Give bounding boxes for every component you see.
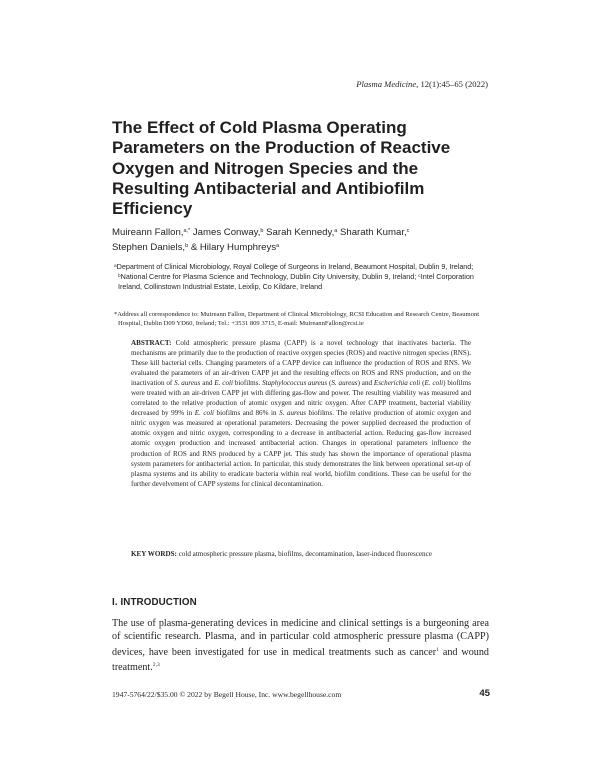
abstract-label: ABSTRACT: [131, 339, 172, 347]
affil-mark: a [114, 264, 117, 269]
author-name: & Hilary Humphreys [190, 241, 277, 253]
author-affil-mark: a [276, 242, 280, 249]
article-title: The Effect of Cold Plasma Operating Parameters on the Production of Reactive Oxygen and Nitrogen Species and the Resulting Antibacterial and Antibiofilm Efficiency [112, 118, 451, 219]
author-name: Stephen Daniels, [112, 241, 186, 253]
author-affil-mark: c [406, 228, 410, 234]
author-name: Sarah Kennedy, [266, 227, 335, 238]
keywords-label: KEY WORDS: [131, 550, 177, 558]
affiliation-a: Department of Clinical Microbiology, Royal College of Surgeons in Ireland, Beaumont Hospital, Dublin 9, Ireland; [116, 262, 474, 271]
author-name: James Conway, [192, 227, 261, 238]
author-affil-mark: a [334, 228, 338, 234]
introduction-paragraph: The use of plasma-generating devices in medicine and clinical settings is a burgeoning area of scientific research. Plasma, and in particular cold atmospheric pressure plasma (CAPP) devices, have been investigated for use in medical treatments such as cancer$^1$ and wound treatment.$^{2,3}$ [112, 618, 489, 674]
page-number: 45 [479, 688, 490, 699]
affiliation-c: Intel Corporation Ireland, Collinstown Industrial Estate, Leixlip, Co Kildare, Ireland [118, 272, 474, 292]
author-name: Sharath Kumar, [339, 227, 407, 238]
keywords [131, 549, 471, 559]
abstract: ABSTRACT: Cold atmospheric pressure plasma (CAPP) is a novel technology that inactivates bacteria. The mechanisms are primarily due to the production of reactive oxygen species (ROS) and reactive nitrogen species (RNS). These kill bacterial cells. Changing parameters of a CAPP device can influence the production of ROS and RNS. We evaluated the parameters of an air-driven CAPP jet and the resulting effects on ROS and RNS production, and on the inactivation of S. aureus and E. coli biofilms. Staphylococcus aureus (S. aureus) and Escherichia coli (E. coli) biofilms were treated with an air-driven CAPP jet with differing gas-flow and power. The resulting viability was measured and correlated to the relative production of atomic oxygen and nitric oxygen. After CAPP treatment, bacterial viability decreased by 99% in E. coli biofilms and 86% in S. aureus biofilms. The relative production of atomic oxygen and nitric oxygen was measured at operational parameters. Decreasing the power supplied decreased the production of atomic oxygen and nitric oxygen, corresponding to a decrease in antibacterial action. Reducing gas-flow increased atomic oxygen production and increased antibacterial action. Changes in operational parameters influence the production of ROS and RNS produced by a CAPP jet. This study has shown the importance of operational plasma system parameters for antibacterial action. In particular, this study demonstrates the link between operational set-up of plasma systems and its ability to eradicate bacteria within real world, biofilm conditions. These can be useful for the further develvement of CAPP systems for clinical decontamination. [131, 339, 472, 488]
author-list [112, 225, 482, 254]
affil-mark: b [118, 274, 121, 280]
affiliation-b: National Centre for Plasma Science and Technology, Dublin City University, Dublin 9, Ireland; [120, 272, 419, 282]
section-heading-introduction: I. INTRODUCTION [112, 597, 197, 608]
author-affil-mark: b [260, 228, 264, 234]
citation-mark: 2,3 [152, 662, 160, 669]
volume-pages: 12(1):45–65 (2022) [418, 79, 488, 89]
footer-copyright: 1947-5764/22/$35.00 © 2022 by Begell House, Inc. www.begellhouse.com [112, 690, 342, 699]
author-name: Muireann Fallon, [112, 227, 184, 238]
author-affil-mark: b [185, 242, 189, 249]
correspondence-note: *Address all correspondence to: Muireann Fallon, Department of Clinical Microbiology, RCSI Education and Research Centre, Beaumont Hospital, Dublin D09 YD60, Ireland; Tel.: +3531 809 3715, E-mail: MuireannFallon@rcsi.ie [114, 311, 480, 327]
author-affil-mark: a,* [183, 228, 191, 234]
affil-mark: c [418, 274, 421, 280]
journal-name: Plasma Medicine, [356, 79, 419, 89]
running-head [330, 79, 488, 89]
affiliations [112, 262, 482, 293]
keywords-text: cold atmospheric pressure plasma, biofilms, decontamination, laser-induced fluorescence [176, 550, 432, 558]
citation-mark: 1 [436, 646, 439, 653]
